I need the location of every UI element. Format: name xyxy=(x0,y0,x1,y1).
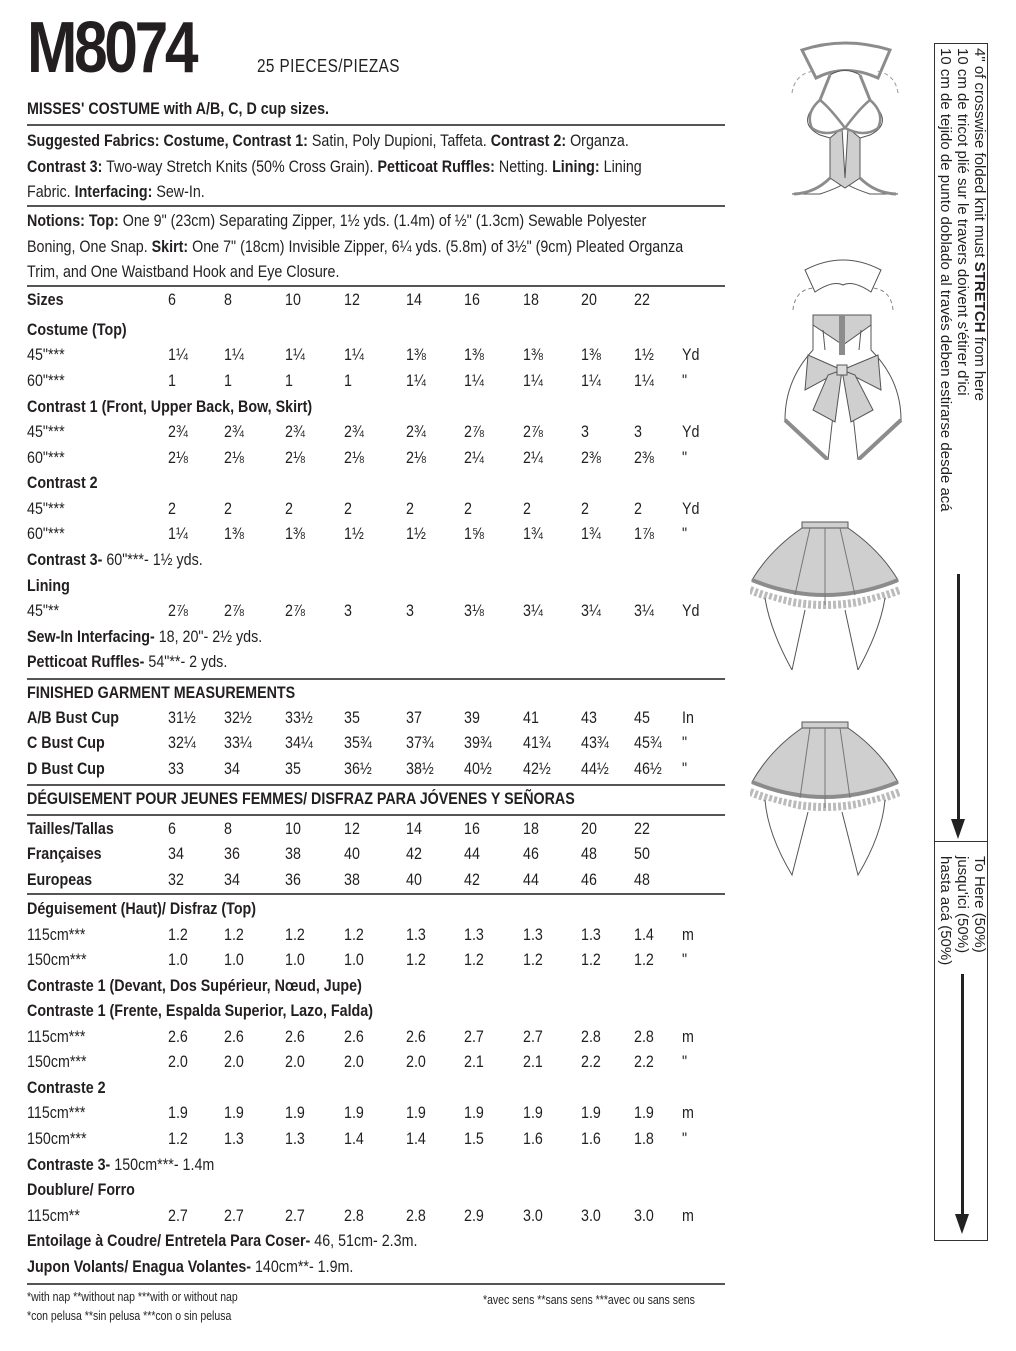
table-cell: 1.9 xyxy=(406,1103,426,1122)
table-cell: 39 xyxy=(464,708,480,727)
section-jupon: Jupon Volants/ Enagua Volantes- 140cm**- 1.9m. xyxy=(27,1257,354,1276)
table-cell: 2.7 xyxy=(285,1206,305,1225)
table-cell: 1.4 xyxy=(344,1129,364,1148)
table-cell: 1.9 xyxy=(634,1103,654,1122)
table-cell: 50 xyxy=(634,844,650,863)
table-cell: 41¾ xyxy=(523,733,551,752)
table-cell: 33¼ xyxy=(224,733,252,752)
divider xyxy=(27,893,725,895)
table-cell: 1¼ xyxy=(581,371,601,390)
end-arrow-head-icon xyxy=(955,1214,969,1234)
table-cell: 2.9 xyxy=(464,1206,484,1225)
table-cell: 3¼ xyxy=(523,601,543,620)
table-cell: 2¾ xyxy=(344,422,364,441)
table-cell: 1¼ xyxy=(634,371,654,390)
table-cell: 2 xyxy=(523,499,531,518)
table-row: 115cm** 2.7 2.7 2.7 2.8 2.8 2.9 3.0 3.0 3.0 m xyxy=(27,1206,694,1225)
table-cell: 1.9 xyxy=(224,1103,244,1122)
table-cell: 8 xyxy=(224,819,232,838)
table-cell: 1.9 xyxy=(581,1103,601,1122)
table-cell: 10 xyxy=(285,819,301,838)
table-cell: 1.2 xyxy=(344,925,364,944)
section-contraste-1-fr: Contraste 1 (Devant, Dos Supérieur, Nœud, Jupe) xyxy=(27,976,362,995)
table-row: 115cm*** 2.6 2.6 2.6 2.6 2.6 2.7 2.7 2.8 2.8 m xyxy=(27,1027,694,1046)
table-row: 150cm*** 2.0 2.0 2.0 2.0 2.0 2.1 2.1 2.2 2.2 " xyxy=(27,1052,688,1071)
table-cell: 2.6 xyxy=(168,1027,188,1046)
table-cell: 1¼ xyxy=(406,371,426,390)
table-cell: 2¼ xyxy=(523,448,543,467)
table-cell: 36½ xyxy=(344,759,372,778)
table-cell: 35¾ xyxy=(344,733,372,752)
table-cell: 2.6 xyxy=(344,1027,364,1046)
divider xyxy=(27,784,725,786)
table-cell: 2 xyxy=(464,499,472,518)
table-cell: 44 xyxy=(464,844,480,863)
pattern-subtitle: MISSES' COSTUME with A/B, C, D cup sizes. xyxy=(27,99,329,118)
table-cell: 48 xyxy=(634,870,650,889)
table-cell: 3 xyxy=(344,601,352,620)
unit: m xyxy=(682,1206,694,1225)
table-cell: 40½ xyxy=(464,759,492,778)
table-cell: 22 xyxy=(634,819,650,838)
section-petticoat: Petticoat Ruffles- 54"**- 2 yds. xyxy=(27,652,228,671)
table-cell: 1.5 xyxy=(464,1129,484,1148)
pattern-number: M8074 xyxy=(27,8,196,88)
table-cell: 1.2 xyxy=(634,950,654,969)
stretch-arrow-line xyxy=(957,574,960,824)
table-row: 45"*** 2 2 2 2 2 2 2 2 2 Yd xyxy=(27,499,700,518)
table-cell: 1⅜ xyxy=(464,345,484,364)
table-cell: 32¼ xyxy=(168,733,196,752)
unit: " xyxy=(682,1052,688,1071)
table-cell: 2⅛ xyxy=(406,448,426,467)
stretch-arrow-head-icon xyxy=(951,819,965,839)
table-cell: 43 xyxy=(581,708,597,727)
table-cell: 1⅝ xyxy=(464,524,484,543)
divider xyxy=(27,285,725,287)
table-cell: 18 xyxy=(523,819,539,838)
table-cell: 2.7 xyxy=(168,1206,188,1225)
table-row: 60"*** 1¼ 1⅜ 1⅜ 1½ 1½ 1⅝ 1¾ 1¾ 1⅞ " xyxy=(27,524,688,543)
table-cell: 1¼ xyxy=(285,345,305,364)
table-cell: 48 xyxy=(581,844,597,863)
table-cell: 1.2 xyxy=(523,950,543,969)
unit: " xyxy=(682,524,688,543)
table-cell: 46 xyxy=(523,844,539,863)
table-cell: 1.0 xyxy=(224,950,244,969)
table-cell: 2.0 xyxy=(224,1052,244,1071)
section-deguisement-top: Déguisement (Haut)/ Disfraz (Top) xyxy=(27,899,257,918)
table-cell: 34 xyxy=(224,759,240,778)
table-cell: 2 xyxy=(344,499,352,518)
pieces-count: 25 PIECES/PIEZAS xyxy=(257,56,400,76)
table-cell: 38 xyxy=(285,844,301,863)
section-doublure: Doublure/ Forro xyxy=(27,1180,135,1199)
size-cell: 6 xyxy=(168,290,176,309)
sizes-row: Sizes 6 8 10 12 14 16 18 20 22 xyxy=(27,290,650,309)
table-cell: 2.0 xyxy=(344,1052,364,1071)
table-cell: 46 xyxy=(581,870,597,889)
table-cell: 2.7 xyxy=(464,1027,484,1046)
table-cell: 2.8 xyxy=(581,1027,601,1046)
table-cell: 1 xyxy=(168,371,176,390)
table-row: A/B Bust Cup 31½ 32½ 33½ 35 37 39 41 43 45 In xyxy=(27,708,694,727)
table-cell: 40 xyxy=(406,870,422,889)
table-cell: 33 xyxy=(168,759,184,778)
unit: Yd xyxy=(682,422,700,441)
gauge-divider xyxy=(935,841,987,842)
sizes-row: Tailles/Tallas 6 8 10 12 14 16 18 20 22 xyxy=(27,819,650,838)
table-cell: 45 xyxy=(634,708,650,727)
table-cell: 1 xyxy=(224,371,232,390)
divider xyxy=(27,124,725,126)
table-cell: 2 xyxy=(634,499,642,518)
table-cell: 2 xyxy=(285,499,293,518)
stretch-instruction-english: 4" of crosswise folded knit must STRETCH from here xyxy=(971,48,988,401)
table-cell: 36 xyxy=(224,844,240,863)
table-cell: 2⅛ xyxy=(344,448,364,467)
table-cell: 34 xyxy=(168,844,184,863)
section-contraste-1-es: Contraste 1 (Frente, Espalda Superior, Lazo, Falda) xyxy=(27,1001,373,1020)
table-cell: 3 xyxy=(406,601,414,620)
table-cell: 1⅞ xyxy=(634,524,654,543)
table-cell: 1⅜ xyxy=(523,345,543,364)
footnote-french: *avec sens **sans sens ***avec ou sans sens xyxy=(483,1293,695,1307)
finished-measurements-title: FINISHED GARMENT MEASUREMENTS xyxy=(27,683,296,702)
unit: Yd xyxy=(682,345,700,364)
table-row: D Bust Cup 33 34 35 36½ 38½ 40½ 42½ 44½ 46½ " xyxy=(27,759,688,778)
section-contraste-2: Contraste 2 xyxy=(27,1078,106,1097)
table-row: 60"*** 1 1 1 1 1¼ 1¼ 1¼ 1¼ 1¼ " xyxy=(27,371,688,390)
table-cell: 39¾ xyxy=(464,733,492,752)
table-row: C Bust Cup 32¼ 33¼ 34¼ 35¾ 37¾ 39¾ 41¾ 43¾ 45¾ " xyxy=(27,733,688,752)
table-cell: 1.3 xyxy=(581,925,601,944)
table-cell: 3.0 xyxy=(523,1206,543,1225)
table-cell: 33½ xyxy=(285,708,313,727)
table-row: 45"** 2⅞ 2⅞ 2⅞ 3 3 3⅛ 3¼ 3¼ 3¼ Yd xyxy=(27,601,700,620)
table-cell: 38 xyxy=(344,870,360,889)
table-cell: 1¼ xyxy=(523,371,543,390)
stretch-instruction-spanish: 10 cm de tejido de punto doblado al través deben estirarse desde acá xyxy=(937,48,954,512)
table-cell: 3 xyxy=(634,422,642,441)
table-cell: 1.3 xyxy=(464,925,484,944)
table-cell: 42 xyxy=(464,870,480,889)
table-cell: 1¼ xyxy=(168,524,188,543)
table-cell: 1.4 xyxy=(406,1129,426,1148)
table-cell: 1¼ xyxy=(344,345,364,364)
size-cell: 20 xyxy=(581,290,597,309)
table-cell: 2.2 xyxy=(581,1052,601,1071)
table-cell: 2.0 xyxy=(285,1052,305,1071)
table-cell: 1.9 xyxy=(464,1103,484,1122)
costume-top-back-illustration xyxy=(783,250,903,460)
size-cell: 22 xyxy=(634,290,650,309)
table-cell: 1.3 xyxy=(285,1129,305,1148)
table-cell: 1½ xyxy=(634,345,654,364)
table-cell: 2¾ xyxy=(406,422,426,441)
metric-section-title: DÉGUISEMENT POUR JEUNES FEMMES/ DISFRAZ PARA JÓVENES Y SEÑORAS xyxy=(27,789,575,808)
table-cell: 43¾ xyxy=(581,733,609,752)
table-cell: 16 xyxy=(464,819,480,838)
table-cell: 2¾ xyxy=(285,422,305,441)
table-cell: 35 xyxy=(344,708,360,727)
table-cell: 42½ xyxy=(523,759,551,778)
notions: Notions: Top: One 9" (23cm) Separating Zipper, 1½ yds. (1.4m) of ½" (1.3cm) Sewable Polyester Boning, One Snap. Skirt: One 7" (18cm) Invisible Zipper, 6¼ yds. (5.8m) of 3½" (9cm) Pleated Organza Trim, and One Waistband Hook and Eye Closure. xyxy=(27,211,684,281)
divider xyxy=(27,814,725,816)
table-cell: 1.3 xyxy=(224,1129,244,1148)
table-cell: 46½ xyxy=(634,759,662,778)
table-row: 150cm*** 1.0 1.0 1.0 1.0 1.2 1.2 1.2 1.2 1.2 " xyxy=(27,950,688,969)
table-cell: 1.2 xyxy=(168,1129,188,1148)
skirt-front-illustration xyxy=(750,520,900,670)
table-cell: 1.4 xyxy=(634,925,654,944)
table-cell: 41 xyxy=(523,708,539,727)
divider xyxy=(27,205,725,207)
unit: " xyxy=(682,371,688,390)
table-cell: 1⅜ xyxy=(581,345,601,364)
table-cell: 2.7 xyxy=(523,1027,543,1046)
table-cell: 2.8 xyxy=(344,1206,364,1225)
table-cell: 2.6 xyxy=(285,1027,305,1046)
footnote-english: *with nap **without nap ***with or without nap xyxy=(27,1290,238,1304)
table-cell: 34 xyxy=(224,870,240,889)
table-cell: 37¾ xyxy=(406,733,434,752)
unit: Yd xyxy=(682,499,700,518)
skirt-back-illustration xyxy=(750,720,900,880)
table-cell: 2¾ xyxy=(224,422,244,441)
table-cell: 1.3 xyxy=(406,925,426,944)
table-cell: 2⅞ xyxy=(224,601,244,620)
stretch-gauge xyxy=(934,43,988,1241)
size-cell: 14 xyxy=(406,290,422,309)
table-cell: 1¼ xyxy=(224,345,244,364)
table-cell: 3.0 xyxy=(634,1206,654,1225)
table-cell: 3.0 xyxy=(581,1206,601,1225)
table-cell: 1 xyxy=(344,371,352,390)
unit: Yd xyxy=(682,601,700,620)
table-row: 115cm*** 1.2 1.2 1.2 1.2 1.3 1.3 1.3 1.3 1.4 m xyxy=(27,925,694,944)
stretch-instruction-french: 10 cm de tricot plié sur le travers doivent s'étirer d'ici xyxy=(954,48,971,396)
sizes-row: Françaises 34 36 38 40 42 44 46 48 50 xyxy=(27,844,650,863)
table-cell: 36 xyxy=(285,870,301,889)
table-cell: 1.8 xyxy=(634,1129,654,1148)
section-contrast-1: Contrast 1 (Front, Upper Back, Bow, Skirt) xyxy=(27,397,313,416)
unit: m xyxy=(682,1027,694,1046)
table-row: 150cm*** 1.2 1.3 1.3 1.4 1.4 1.5 1.6 1.6 1.8 " xyxy=(27,1129,688,1148)
table-cell: 1.2 xyxy=(581,950,601,969)
table-cell: 1.9 xyxy=(285,1103,305,1122)
unit: " xyxy=(682,1129,688,1148)
table-cell: 1.2 xyxy=(406,950,426,969)
table-cell: 2 xyxy=(224,499,232,518)
section-entoilage: Entoilage à Coudre/ Entretela Para Coser- 46, 51cm- 2.3m. xyxy=(27,1231,418,1250)
size-cell: 10 xyxy=(285,290,301,309)
table-cell: 3⅛ xyxy=(464,601,484,620)
unit: m xyxy=(682,1103,694,1122)
table-cell: 2.1 xyxy=(464,1052,484,1071)
table-cell: 1.0 xyxy=(344,950,364,969)
table-cell: 2⅛ xyxy=(168,448,188,467)
table-cell: 1¼ xyxy=(464,371,484,390)
table-cell: 31½ xyxy=(168,708,196,727)
table-cell: 1.0 xyxy=(285,950,305,969)
table-cell: 2⅛ xyxy=(224,448,244,467)
section-contraste-3: Contraste 3- 150cm***- 1.4m xyxy=(27,1155,215,1174)
table-cell: 1⅜ xyxy=(285,524,305,543)
table-cell: 1.6 xyxy=(523,1129,543,1148)
costume-top-front-illustration xyxy=(790,38,900,198)
table-cell: 1.9 xyxy=(523,1103,543,1122)
to-here-spanish: hasta acá (50%) xyxy=(937,856,954,966)
table-cell: 2⅞ xyxy=(285,601,305,620)
to-here-french: jusqu'ici (50%) xyxy=(954,856,971,954)
table-cell: 1.2 xyxy=(464,950,484,969)
end-arrow-line xyxy=(961,974,964,1214)
section-lining: Lining xyxy=(27,576,70,595)
table-cell: 37 xyxy=(406,708,422,727)
table-cell: 2.8 xyxy=(406,1206,426,1225)
table-cell: 3¼ xyxy=(634,601,654,620)
table-cell: 2¼ xyxy=(464,448,484,467)
size-cell: 12 xyxy=(344,290,360,309)
table-cell: 3¼ xyxy=(581,601,601,620)
table-cell: 2.2 xyxy=(634,1052,654,1071)
table-cell: 12 xyxy=(344,819,360,838)
table-cell: 1.2 xyxy=(168,925,188,944)
section-contrast-3: Contrast 3- 60"***- 1½ yds. xyxy=(27,550,203,569)
table-cell: 1 xyxy=(285,371,293,390)
size-cell: 8 xyxy=(224,290,232,309)
table-cell: 1.9 xyxy=(168,1103,188,1122)
table-cell: 6 xyxy=(168,819,176,838)
unit: m xyxy=(682,925,694,944)
table-cell: 2⅞ xyxy=(464,422,484,441)
table-row: 115cm*** 1.9 1.9 1.9 1.9 1.9 1.9 1.9 1.9 1.9 m xyxy=(27,1103,694,1122)
size-cell: 18 xyxy=(523,290,539,309)
table-cell: 1¼ xyxy=(168,345,188,364)
divider xyxy=(27,1283,725,1285)
unit: " xyxy=(682,733,688,752)
table-cell: 14 xyxy=(406,819,422,838)
table-cell: 2⅜ xyxy=(581,448,601,467)
table-cell: 32½ xyxy=(224,708,252,727)
table-cell: 2 xyxy=(406,499,414,518)
table-row: 60"*** 2⅛ 2⅛ 2⅛ 2⅛ 2⅛ 2¼ 2¼ 2⅜ 2⅜ " xyxy=(27,448,688,467)
table-cell: 44 xyxy=(523,870,539,889)
sizes-row: Europeas 32 34 36 38 40 42 44 46 48 xyxy=(27,870,650,889)
unit: In xyxy=(682,708,694,727)
table-cell: 42 xyxy=(406,844,422,863)
unit: " xyxy=(682,950,688,969)
table-cell: 1⅜ xyxy=(406,345,426,364)
table-cell: 34¼ xyxy=(285,733,313,752)
table-cell: 1½ xyxy=(406,524,426,543)
table-cell: 2⅜ xyxy=(634,448,654,467)
suggested-fabrics: Suggested Fabrics: Costume, Contrast 1: Satin, Poly Dupioni, Taffeta. Contrast 2: Organza. Contrast 3: Two-way Stretch Knits (50% Cross Grain). Petticoat Ruffles: Netting. Lining: Lining Fabric. Interfacing: Sew-In. xyxy=(27,131,642,201)
table-cell: 1.6 xyxy=(581,1129,601,1148)
section-interfacing: Sew-In Interfacing- 18, 20"- 2½ yds. xyxy=(27,627,263,646)
size-cell: 16 xyxy=(464,290,480,309)
table-cell: 20 xyxy=(581,819,597,838)
table-cell: 2⅞ xyxy=(168,601,188,620)
table-cell: 32 xyxy=(168,870,184,889)
table-cell: 1¾ xyxy=(581,524,601,543)
table-cell: 1¾ xyxy=(523,524,543,543)
table-cell: 1.3 xyxy=(523,925,543,944)
table-cell: 2.7 xyxy=(224,1206,244,1225)
unit: " xyxy=(682,448,688,467)
table-cell: 2.0 xyxy=(406,1052,426,1071)
unit: " xyxy=(682,759,688,778)
table-cell: 35 xyxy=(285,759,301,778)
table-cell: 38½ xyxy=(406,759,434,778)
table-cell: 45¾ xyxy=(634,733,662,752)
table-cell: 2 xyxy=(581,499,589,518)
table-cell: 1.0 xyxy=(168,950,188,969)
table-cell: 2.6 xyxy=(406,1027,426,1046)
table-cell: 1.2 xyxy=(224,925,244,944)
table-cell: 1.2 xyxy=(285,925,305,944)
section-costume-top: Costume (Top) xyxy=(27,320,127,339)
table-cell: 3 xyxy=(581,422,589,441)
table-cell: 2¾ xyxy=(168,422,188,441)
table-cell: 1.9 xyxy=(344,1103,364,1122)
table-cell: 2⅛ xyxy=(285,448,305,467)
table-cell: 2.8 xyxy=(634,1027,654,1046)
table-cell: 2.6 xyxy=(224,1027,244,1046)
table-cell: 1⅜ xyxy=(224,524,244,543)
table-row: 45"*** 1¼ 1¼ 1¼ 1¼ 1⅜ 1⅜ 1⅜ 1⅜ 1½ Yd xyxy=(27,345,700,364)
table-cell: 2 xyxy=(168,499,176,518)
section-contrast-2: Contrast 2 xyxy=(27,473,98,492)
table-row: 45"*** 2¾ 2¾ 2¾ 2¾ 2¾ 2⅞ 2⅞ 3 3 Yd xyxy=(27,422,700,441)
table-cell: 2.1 xyxy=(523,1052,543,1071)
table-cell: 1½ xyxy=(344,524,364,543)
divider xyxy=(27,678,725,680)
table-cell: 2.0 xyxy=(168,1052,188,1071)
footnote-spanish: *con pelusa **sin pelusa ***con o sin pelusa xyxy=(27,1309,232,1323)
to-here-english: To Here (50%) xyxy=(971,856,988,953)
table-cell: 44½ xyxy=(581,759,609,778)
table-cell: 2⅞ xyxy=(523,422,543,441)
table-cell: 40 xyxy=(344,844,360,863)
